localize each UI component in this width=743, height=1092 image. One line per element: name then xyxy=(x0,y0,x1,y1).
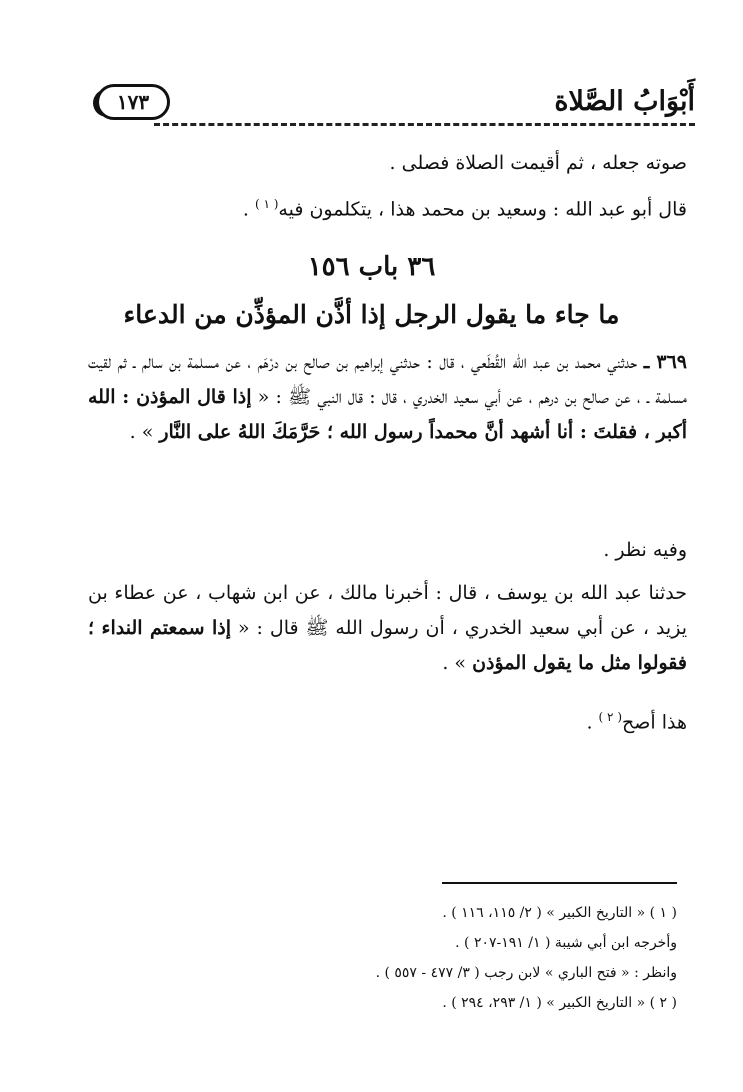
second-text: حدثنا عبد الله بن يوسف ، قال : أخبرنا مالك ، عن ابن شهاب ، عن عطاء بن يزيد ، عن أبي سعيد الخدري ، أن رسول الله ﷺ قال : « xyxy=(88,582,687,639)
footnote-ref-2: ( ٢ ) xyxy=(598,710,622,724)
intro-line-2 xyxy=(88,187,687,227)
footnote-1-see: وانظر : « فتح الباري » لابن رجب ( ٣/ ٤٧٧ - ٥٥٧ ) . xyxy=(375,965,677,981)
chapter-number: ٣٦ باب ١٥٦ xyxy=(307,252,436,282)
intro-line-1: صوته جعله ، ثم أقيمت الصلاة فصلى . xyxy=(389,152,687,174)
footnote-2: ( ٢ ) « التاريخ الكبير » ( ١/ ٢٩٣، ٢٩٤ ) . xyxy=(442,995,677,1011)
header-divider xyxy=(154,123,695,126)
second-quote: إذا سمعتم النداء ؛ فقولوا مثل ما يقول المؤذن xyxy=(88,617,687,674)
intro-line-2-end: . xyxy=(242,198,255,221)
second-remark-text: هذا أصح xyxy=(622,711,687,734)
footnote-1: ( ١ ) « التاريخ الكبير » ( ٢/ ١١٥، ١١٦ ) . xyxy=(442,905,677,921)
hadith-end: » . xyxy=(129,421,160,443)
intro-line-2-text: قال أبو عبد الله : وسعيد بن محمد هذا ، يتكلمون فيه xyxy=(278,198,687,221)
second-narration xyxy=(88,576,687,681)
footnote-ref-1: ( ١ ) xyxy=(254,197,279,211)
page-number: ١٧٣ xyxy=(116,90,150,114)
hadith-text: حدثني محمد بن عبد الله القُطَعي ، قال : حدثني إبراهيم بن صالح بن درْهَم ، عن مسلمة بن سالم ـ ثم لقيت مسلمة ـ ، عن صالح بن درهم ، عن أبي سعيد الخدري ، قال : قال النبي ﷺ : « xyxy=(88,351,687,408)
hadith-quote: إذا قال المؤذن : الله أكبر ، فقلتَ : أنا أشهد أنَّ محمداً رسول الله ؛ حَرَّمَكَ اللهُ على النَّار xyxy=(88,386,687,443)
second-remark-end: . xyxy=(586,711,599,734)
hadith-number: ٣٦٩ ـ xyxy=(643,351,687,373)
footnote-1-cont: وأخرجه ابن أبي شيبة ( ١/ ١٩١-٢٠٧ ) . xyxy=(455,935,677,951)
hadith-remark: وفيه نظر . xyxy=(603,539,687,561)
footnote-divider xyxy=(442,882,677,884)
hadith-369 xyxy=(88,345,687,450)
running-header-title: أَبْوَابُ الصَّلاة xyxy=(554,86,695,117)
page-number-badge xyxy=(96,84,170,120)
second-end: » . xyxy=(442,652,473,674)
second-remark xyxy=(88,700,687,740)
chapter-title: ما جاء ما يقول الرجل إذا أذَّن المؤذِّن من الدعاء xyxy=(123,300,620,329)
